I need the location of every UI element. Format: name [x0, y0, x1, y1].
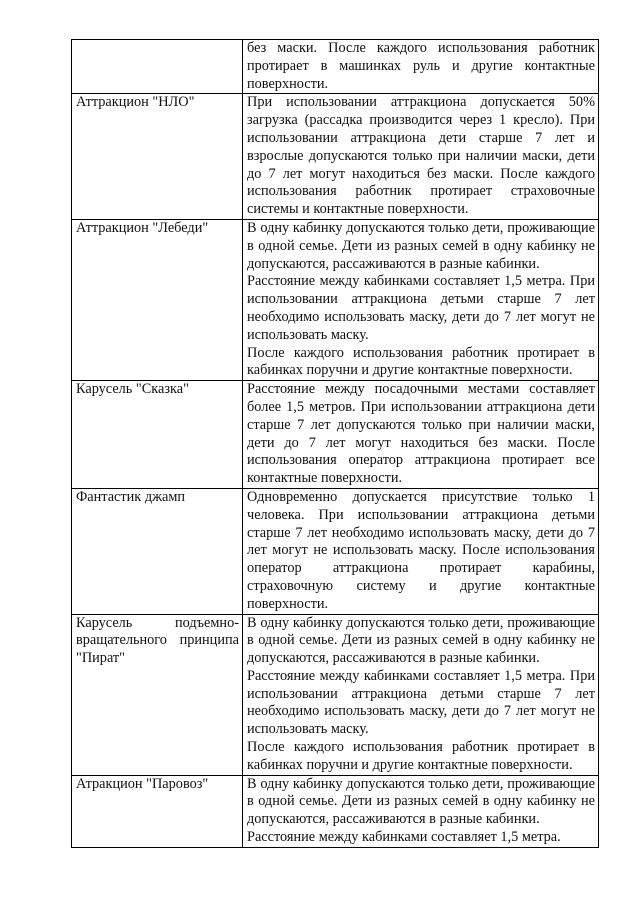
attraction-name: Фантастик джамп: [72, 488, 243, 614]
attraction-rules: [243, 775, 599, 847]
attraction-rules: [243, 40, 599, 94]
table-row: [72, 94, 599, 220]
table-row: [72, 40, 599, 94]
rules-paragraph: После каждого использования работник протирает в кабинках поручни и другие контактные поверхности.: [247, 739, 595, 773]
attraction-rules: [243, 219, 599, 380]
rules-paragraph: При использовании аттракциона допускается 50% загрузка (рассадка производится через 1 кресло). При использовании аттракциона дети старше 7 лет и взрослые допускаются только при наличии маски, дети до 7 лет могут находиться без маски. После каждого использования работник протирает страховочные системы и контактные поверхности.: [247, 94, 595, 218]
table-row: [72, 219, 599, 380]
document-page: [71, 39, 599, 848]
attraction-name: [72, 40, 243, 94]
table-row: [72, 381, 599, 489]
table-row: [72, 488, 599, 614]
attraction-rules: [243, 381, 599, 489]
attraction-name: Аттракцион "НЛО": [72, 94, 243, 220]
rules-paragraph: В одну кабинку допускаются только дети, проживающие в одной семье. Дети из разных семей в одну кабинку не допускаются, рассаживаются в разные кабинки.: [247, 614, 595, 667]
rules-paragraph: После каждого использования работник протирает в кабинках поручни и другие контактные поверхности.: [247, 344, 595, 379]
rules-paragraph: В одну кабинку допускаются только дети, проживающие в одной семье. Дети из разных семей в одну кабинку не допускаются, рассаживаются в разные кабинки.: [247, 219, 595, 272]
rules-paragraph: Одновременно допускается присутствие только 1 человека. При использовании аттракциона детьми старше 7 лет необходимо использовать маску, дети до 7 лет могут не использовать маску. После использования оператор аттракциона протирает карабины, страховочную систему и другие контактные поверхности.: [247, 488, 595, 612]
table-row: [72, 775, 599, 847]
attraction-rules: [243, 614, 599, 775]
attractions-table: [71, 39, 599, 848]
rules-paragraph: без маски. После каждого использования работник протирает в машинках руль и другие контактные поверхности.: [247, 40, 595, 92]
rules-paragraph: В одну кабинку допускаются только дети, проживающие в одной семье. Дети из разных семей в одну кабинку не допускаются, рассаживаются в разные кабинки.: [247, 775, 595, 828]
attraction-name: Аттракцион "Лебеди": [72, 219, 243, 380]
attraction-name: Атракцион "Паровоз": [72, 775, 243, 847]
rules-paragraph: Расстояние между кабинками составляет 1,5 метра. При использовании аттракциона детьми старше 7 лет необходимо использовать маску, дети до 7 лет могут не использовать маску.: [247, 667, 595, 738]
attraction-rules: [243, 488, 599, 614]
attraction-name: Карусель "Сказка": [72, 381, 243, 489]
rules-paragraph: Расстояние между посадочными местами составляет более 1,5 метров. При использовании аттракциона дети старше 7 лет допускаются только при наличии маски, дети до 7 лет могут находиться без маски. После использования оператор аттракциона протирает все контактные поверхности.: [247, 381, 595, 487]
attraction-name: Карусель подъемно-вращательного принципа "Пират": [72, 614, 243, 775]
table-row: [72, 614, 599, 775]
rules-paragraph: Расстояние между кабинками составляет 1,5 метра. При использовании аттракциона детьми старше 7 лет необходимо использовать маску, дети до 7 лет могут не использовать маску.: [247, 273, 595, 343]
attraction-rules: [243, 94, 599, 220]
rules-paragraph: Расстояние между кабинками составляет 1,5 метра.: [247, 829, 561, 846]
